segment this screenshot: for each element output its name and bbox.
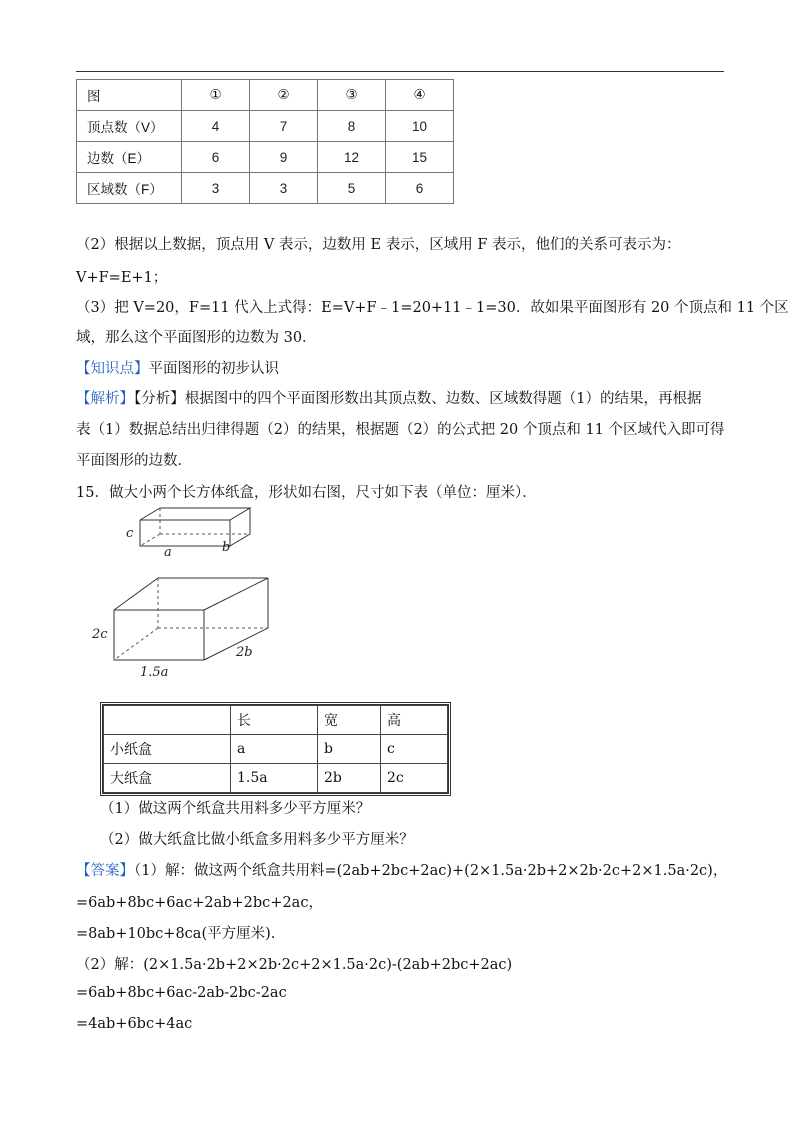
analysis-line-2: 表（1）数据总结出归律得题（2）的结果，根据题（2）的公式把 20 个顶点和 11 个区域代入即可得 — [76, 422, 725, 438]
label-2c: 2c — [92, 627, 108, 642]
table-row — [77, 111, 454, 142]
table-cell: 高 — [381, 706, 448, 735]
label-a: a — [164, 545, 172, 560]
knowledge-tag: 【知识点】 — [76, 361, 149, 377]
sub-question-1: （1）做这两个纸盒共用料多少平方厘米？ — [100, 801, 371, 817]
answer-line-6: =4ab+6bc+4ac — [76, 1016, 193, 1032]
large-box-figure — [88, 572, 278, 680]
table-cell: 图 — [77, 80, 182, 111]
table-cell: ③ — [318, 80, 386, 111]
table-cell: 宽 — [318, 706, 381, 735]
table-cell: 3 — [250, 173, 318, 204]
table-cell: 15 — [386, 142, 454, 173]
table-cell: 2c — [381, 764, 448, 793]
table-cell: b — [318, 735, 381, 764]
table-cell: ② — [250, 80, 318, 111]
table-cell: 1.5a — [231, 764, 318, 793]
row-label: 顶点数（V） — [77, 111, 182, 142]
analysis-tag: 【解析】 — [76, 391, 134, 407]
question-15: 15．做大小两个长方体纸盒，形状如右图，尺寸如下表（单位：厘米）． — [76, 485, 537, 501]
analysis-line-3: 平面图形的边数． — [76, 453, 192, 469]
table-row — [104, 706, 448, 735]
table-cell: 大纸盒 — [104, 764, 231, 793]
table-cell: a — [231, 735, 318, 764]
label-b: b — [222, 540, 231, 555]
table-cell: 5 — [318, 173, 386, 204]
answer-line-2: =6ab+8bc+6ac+2ab+2bc+2ac， — [76, 895, 323, 911]
table-row — [104, 764, 448, 793]
analysis-line — [76, 387, 701, 408]
table-row — [77, 173, 454, 204]
table-cell: ④ — [386, 80, 454, 111]
paragraph-p3: （3）把 V=20，F=11 代入上式得：E=V+F﹣1=20+11﹣1=30．故如果平面图形有 20 个顶点和 11 个区 — [76, 300, 789, 316]
table-cell: 3 — [182, 173, 250, 204]
paragraph-p3-cont: 域，那么这个平面图形的边数为 30． — [76, 330, 317, 346]
answer-line — [76, 859, 727, 880]
answer-tag: 【答案】 — [76, 863, 134, 879]
label-c: c — [126, 526, 134, 541]
row-label: 区域数（F） — [77, 173, 182, 204]
paragraph-p2: （2）根据以上数据，顶点用 V 表示，边数用 E 表示，区域用 F 表示，他们的关系可表示为： — [76, 237, 681, 253]
table-cell: 10 — [386, 111, 454, 142]
table-cell: 12 — [318, 142, 386, 173]
table-cell: 6 — [182, 142, 250, 173]
small-box-figure — [120, 500, 270, 560]
row-label: 边数（E） — [77, 142, 182, 173]
table-cell: 小纸盒 — [104, 735, 231, 764]
answer-line-4: （2）解：(2×1.5a·2b+2×2b·2c+2×1.5a·2c)-(2ab+2bc+2ac) — [76, 957, 513, 973]
dimension-table — [100, 702, 451, 796]
knowledge-line — [76, 357, 279, 378]
data-table-vef — [76, 79, 454, 204]
answer-line-5: =6ab+8bc+6ac-2ab-2bc-2ac — [76, 985, 287, 1001]
table-row — [77, 80, 454, 111]
answer-text: （1）解：做这两个纸盒共用料=(2ab+2bc+2ac)+(2×1.5a·2b+2×2b·2c+2×1.5a·2c)， — [134, 863, 728, 879]
table-cell: 长 — [231, 706, 318, 735]
knowledge-text: 平面图形的初步认识 — [148, 361, 279, 377]
analysis-text: 【分析】根据图中的四个平面图形数出其顶点数、边数、区域数得题（1）的结果，再根据 — [134, 391, 702, 407]
table-cell: ① — [182, 80, 250, 111]
table-cell: 9 — [250, 142, 318, 173]
table-cell: 7 — [250, 111, 318, 142]
header-rule — [76, 71, 724, 72]
label-1-5a: 1.5a — [140, 665, 169, 680]
table-cell — [104, 706, 231, 735]
table-cell: 6 — [386, 173, 454, 204]
table-cell: 8 — [318, 111, 386, 142]
table-row — [104, 735, 448, 764]
table-cell: 4 — [182, 111, 250, 142]
sub-question-2: （2）做大纸盒比做小纸盒多用料多少平方厘米？ — [100, 832, 414, 848]
label-2b: 2b — [236, 645, 253, 660]
table-cell: c — [381, 735, 448, 764]
table-cell: 2b — [318, 764, 381, 793]
formula: V+F=E+1； — [76, 270, 168, 286]
answer-line-3: =8ab+10bc+8ca(平方厘米). — [76, 926, 276, 942]
table-row — [77, 142, 454, 173]
